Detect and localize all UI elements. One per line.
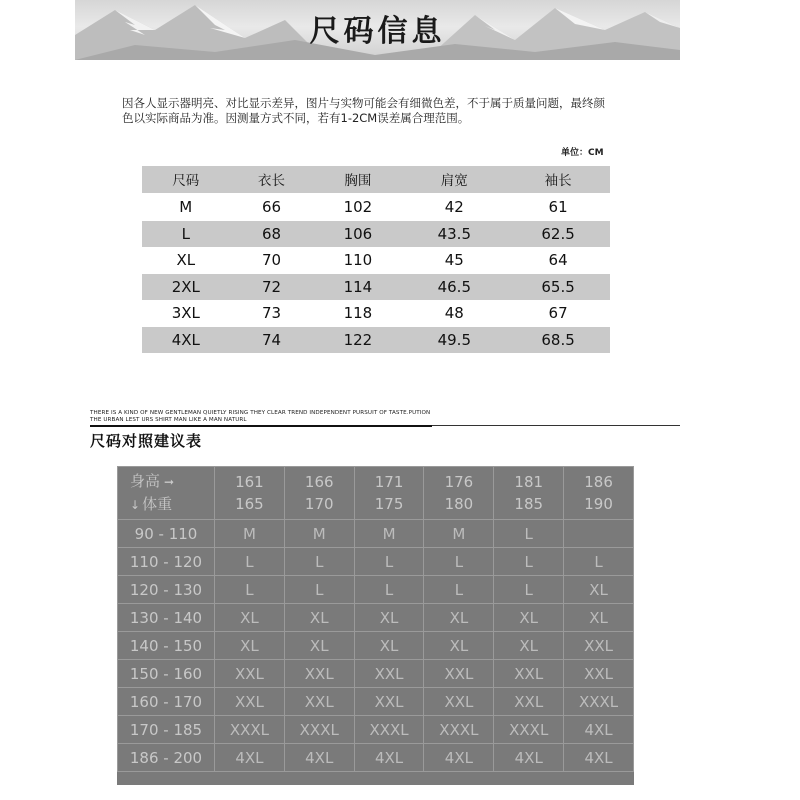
tagline xyxy=(90,410,430,424)
size-cell: XL xyxy=(494,632,564,660)
table-cell: 114 xyxy=(313,274,402,301)
table-row xyxy=(142,247,610,274)
weight-range-label: 186 - 200 xyxy=(118,744,215,772)
table-cell: 45 xyxy=(444,251,464,270)
size-cell xyxy=(564,520,634,548)
size-cell: XXL xyxy=(354,660,424,688)
table-cell: 42 xyxy=(444,197,464,216)
weight-label: 体重 xyxy=(142,495,173,513)
size-cell: XL xyxy=(354,604,424,632)
column-header: 肩宽 xyxy=(402,166,506,193)
table-cell: L xyxy=(142,221,230,248)
table-cell: 3XL xyxy=(171,304,200,323)
size-cell: 4XL xyxy=(284,744,354,772)
arrow-right-icon: ➞ xyxy=(164,475,175,489)
size-cell: L xyxy=(494,548,564,576)
size-cell: XXXL xyxy=(494,716,564,744)
table-cell: 106 xyxy=(313,221,402,248)
table-cell: 102 xyxy=(343,197,373,216)
size-cell: L xyxy=(424,576,494,604)
table-cell: XL xyxy=(176,251,196,270)
table-cell: 73 xyxy=(261,304,282,323)
size-cell: M xyxy=(215,520,285,548)
tagline-line: THERE IS A KIND OF NEW GENTLEMAN QUIETLY RISING THEY CLEAR TREND INDEPENDENT PURSUIT OF TASTE.PUTION xyxy=(90,410,431,416)
size-cell: M xyxy=(424,520,494,548)
table-cell: 2XL xyxy=(142,274,230,301)
size-cell: XXL xyxy=(494,688,564,716)
column-header: 袖长 xyxy=(506,166,610,193)
height-header-row xyxy=(118,467,634,520)
weight-row xyxy=(118,660,634,688)
table-row xyxy=(142,300,610,327)
table-row xyxy=(142,221,610,248)
weight-row xyxy=(118,716,634,744)
height-range-header: 181 185 xyxy=(494,467,564,520)
size-cell: XXL xyxy=(284,688,354,716)
table-cell: 62.5 xyxy=(506,221,610,248)
size-cell: M xyxy=(354,520,424,548)
weight-range-label: 160 - 170 xyxy=(118,688,215,716)
table-row xyxy=(142,327,610,354)
size-cell: 4XL xyxy=(215,744,285,772)
table-cell: 72 xyxy=(230,274,314,301)
size-cell: XXL xyxy=(354,688,424,716)
table-cell: 67 xyxy=(548,304,568,323)
size-cell: XXXL xyxy=(284,716,354,744)
size-cell: L xyxy=(494,520,564,548)
height-range-header: 166 170 xyxy=(284,467,354,520)
height-range-header: 161 165 xyxy=(215,467,285,520)
size-cell: XXL xyxy=(284,660,354,688)
unit-label: 单位：CM xyxy=(561,148,604,158)
size-cell: XXL xyxy=(424,688,494,716)
weight-range-label: 140 - 150 xyxy=(118,632,215,660)
height-range-header: 171 175 xyxy=(354,467,424,520)
size-cell: XL xyxy=(284,632,354,660)
recommendation-body xyxy=(118,520,634,772)
table-cell: 122 xyxy=(313,327,402,354)
size-cell: L xyxy=(354,576,424,604)
size-cell: L xyxy=(494,576,564,604)
header-banner xyxy=(75,0,680,60)
table-cell: 48 xyxy=(444,304,464,323)
table-cell: 65.5 xyxy=(506,274,610,301)
table-cell: 64 xyxy=(548,251,568,270)
size-cell: XXL xyxy=(564,632,634,660)
size-cell: XL xyxy=(215,632,285,660)
size-cell: XL xyxy=(215,604,285,632)
table-row xyxy=(142,193,610,221)
height-label: 身高 xyxy=(130,472,161,490)
column-header: 尺码 xyxy=(142,166,230,193)
disclaimer-line: 因各人显示器明亮、对比显示差异，图片与实物可能会有细微色差，不于属于质量问题，最终颜 xyxy=(122,96,605,110)
size-cell: 4XL xyxy=(494,744,564,772)
size-cell: XXL xyxy=(215,688,285,716)
weight-range-label: 150 - 160 xyxy=(118,660,215,688)
size-cell: XXL xyxy=(564,660,634,688)
column-header: 胸围 xyxy=(313,166,402,193)
size-cell: XL xyxy=(494,604,564,632)
column-header: 衣长 xyxy=(230,166,314,193)
table-header-row xyxy=(142,166,610,193)
weight-range-label: 170 - 185 xyxy=(118,716,215,744)
size-cell: XXXL xyxy=(564,688,634,716)
size-cell: XXL xyxy=(215,660,285,688)
weight-row xyxy=(118,604,634,632)
size-cell: L xyxy=(215,576,285,604)
tagline-line: THE URBAN LEST URS SHIRT MAN LIKE A MAN NATURL xyxy=(90,417,247,423)
table-cell: 118 xyxy=(343,304,373,323)
size-cell: XXL xyxy=(494,660,564,688)
height-range-header: 186 190 xyxy=(564,467,634,520)
table-cell: M xyxy=(179,197,193,216)
size-cell: XXXL xyxy=(354,716,424,744)
weight-row xyxy=(118,744,634,772)
table-cell: 66 xyxy=(261,197,282,216)
weight-row xyxy=(118,548,634,576)
table-row xyxy=(142,274,610,301)
weight-range-label: 130 - 140 xyxy=(118,604,215,632)
size-cell: L xyxy=(424,548,494,576)
size-cell: XL xyxy=(424,632,494,660)
size-cell: L xyxy=(284,548,354,576)
corner-header xyxy=(118,467,215,520)
size-cell: XL xyxy=(564,604,634,632)
table-cell: 4XL xyxy=(142,327,230,354)
weight-row xyxy=(118,576,634,604)
disclaimer-line: 色以实际商品为准。因测量方式不同，若有1-2CM误差属合理范围。 xyxy=(122,111,470,125)
height-range-header: 176 180 xyxy=(424,467,494,520)
table-cell: 110 xyxy=(343,251,373,270)
recommendation-table xyxy=(117,466,634,772)
size-cell: XL xyxy=(284,604,354,632)
table-cell: 61 xyxy=(548,197,568,216)
size-cell: XXL xyxy=(424,660,494,688)
size-cell: 4XL xyxy=(354,744,424,772)
arrow-down-icon: ↓ xyxy=(130,498,141,512)
table-cell: 70 xyxy=(261,251,282,270)
weight-range-label: 120 - 130 xyxy=(118,576,215,604)
size-measurement-table xyxy=(142,166,610,353)
weight-row xyxy=(118,520,634,548)
table-cell: 46.5 xyxy=(402,274,506,301)
size-cell: L xyxy=(354,548,424,576)
size-cell: 4XL xyxy=(424,744,494,772)
size-cell: XL xyxy=(424,604,494,632)
size-cell: XXXL xyxy=(424,716,494,744)
size-cell: 4XL xyxy=(564,716,634,744)
size-recommendation-grid xyxy=(117,466,634,785)
weight-range-label: 110 - 120 xyxy=(118,548,215,576)
section-title: 尺码对照建议表 xyxy=(90,432,203,450)
weight-row xyxy=(118,688,634,716)
table-cell: 68.5 xyxy=(506,327,610,354)
size-cell: L xyxy=(215,548,285,576)
size-cell: L xyxy=(284,576,354,604)
section-divider-accent xyxy=(90,425,432,427)
table-cell: 43.5 xyxy=(402,221,506,248)
size-cell: 4XL xyxy=(564,744,634,772)
size-cell: XXXL xyxy=(215,716,285,744)
size-cell: L xyxy=(564,548,634,576)
page-title: 尺码信息 xyxy=(309,14,446,49)
table-cell: 74 xyxy=(230,327,314,354)
disclaimer-text xyxy=(122,96,642,126)
table-cell: 68 xyxy=(230,221,314,248)
size-cell: XL xyxy=(354,632,424,660)
size-cell: M xyxy=(284,520,354,548)
weight-row xyxy=(118,632,634,660)
table-cell: 49.5 xyxy=(402,327,506,354)
weight-range-label: 90 - 110 xyxy=(118,520,215,548)
size-cell: XL xyxy=(564,576,634,604)
